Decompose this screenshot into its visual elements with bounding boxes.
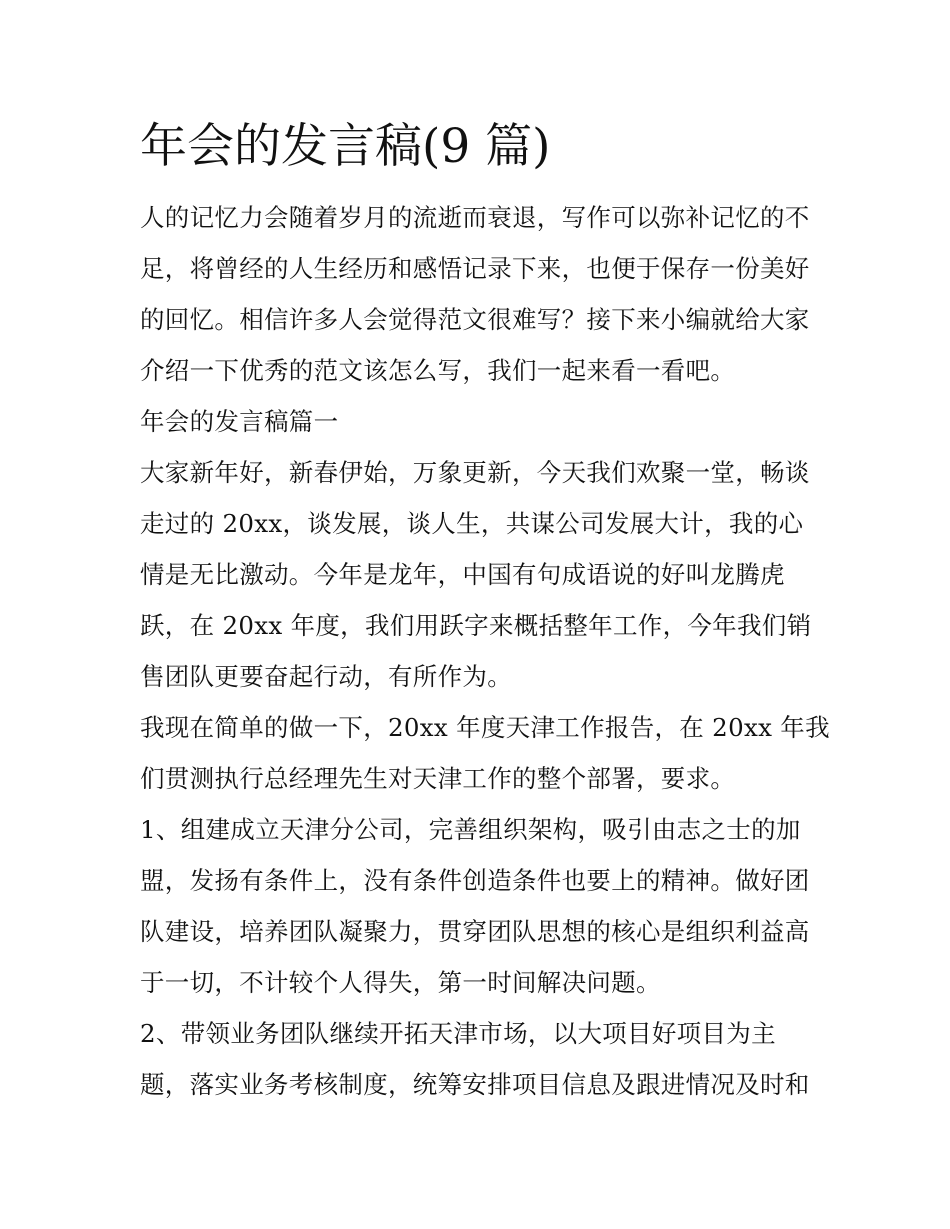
paragraph-report bbox=[140, 702, 830, 804]
text-line: 足，将曾经的人生经历和感悟记录下来，也便于保存一份美好 bbox=[140, 254, 810, 283]
paragraph-item-2 bbox=[140, 1008, 815, 1110]
text-line: 大家新年好，新春伊始，万象更新，今天我们欢聚一堂，畅谈 bbox=[140, 458, 810, 487]
document-title: 年会的发言稿(9 篇) bbox=[140, 119, 551, 174]
text-line: 售团队更要奋起行动，有所作为。 bbox=[140, 662, 512, 691]
text-line: 们贯测执行总经理先生对天津工作的整个部署，要求。 bbox=[140, 764, 736, 793]
text-line: 情是无比激动。今年是龙年，中国有句成语说的好叫龙腾虎 bbox=[140, 560, 785, 589]
paragraph-intro bbox=[140, 192, 815, 396]
document-page bbox=[140, 112, 830, 1110]
text-line: 1、组建成立天津分公司，完善组织架构，吸引由志之士的加 bbox=[140, 815, 801, 844]
paragraph-item-1 bbox=[140, 804, 815, 1008]
text-line: 队建设，培养团队凝聚力，贯穿团队思想的核心是组织利益高 bbox=[140, 917, 810, 946]
paragraph-greeting bbox=[140, 447, 815, 702]
text-line: 介绍一下优秀的范文该怎么写，我们一起来看一看吧。 bbox=[140, 356, 736, 385]
text-line: 题，落实业务考核制度，统筹安排项目信息及跟进情况及时和 bbox=[140, 1070, 810, 1099]
text-line: 跃，在 20xx 年度，我们用跃字来概括整年工作，今年我们销 bbox=[140, 611, 812, 640]
text-line: 人的记忆力会随着岁月的流逝而衰退，写作可以弥补记忆的不 bbox=[140, 203, 810, 232]
text-line: 走过的 20xx，谈发展，谈人生，共谋公司发展大计，我的心 bbox=[140, 509, 804, 538]
text-line: 于一切，不计较个人得失，第一时间解决问题。 bbox=[140, 968, 661, 997]
text-line: 我现在简单的做一下，20xx 年度天津工作报告，在 20xx 年我 bbox=[140, 713, 830, 742]
text-line: 年会的发言稿篇一 bbox=[140, 407, 339, 436]
text-line: 的回忆。相信许多人会觉得范文很难写？接下来小编就给大家 bbox=[140, 305, 810, 334]
section-heading bbox=[140, 396, 815, 447]
text-line: 2、带领业务团队继续开拓天津市场，以大项目好项目为主 bbox=[140, 1019, 776, 1048]
text-line: 盟，发扬有条件上，没有条件创造条件也要上的精神。做好团 bbox=[140, 866, 810, 895]
